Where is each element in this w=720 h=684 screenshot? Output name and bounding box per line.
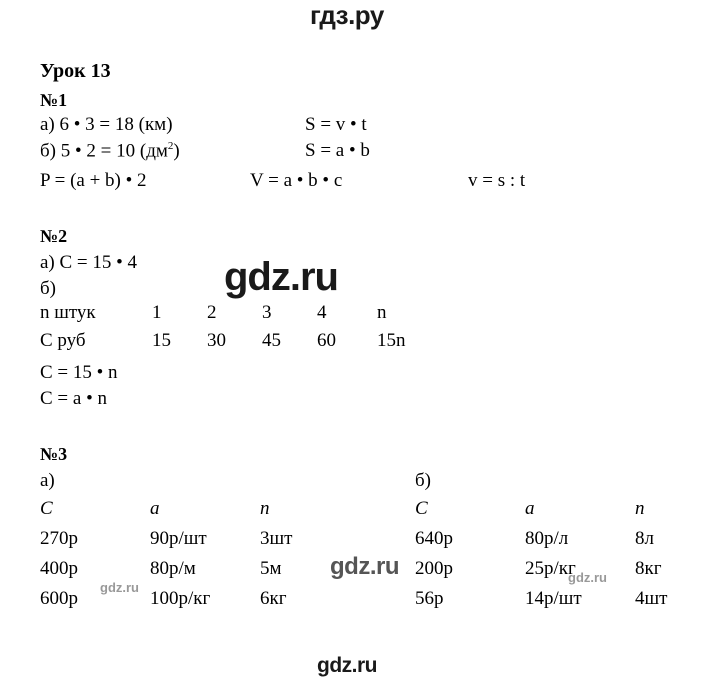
task-3-left-table: [40, 498, 340, 618]
task-3-right-cell: 640р: [415, 528, 453, 549]
task-3-right-cell: 80р/л: [525, 528, 569, 549]
task-3-left-cell: 90р/шт: [150, 528, 207, 549]
task-2-cell: 30: [207, 330, 226, 351]
task-1-line-b-right: S = a • b: [305, 140, 370, 161]
task-3-left-cell: 100р/кг: [150, 588, 211, 609]
table-row: [40, 558, 340, 588]
task-3-right-cell: 4шт: [635, 588, 668, 609]
task-2-table: [40, 302, 406, 358]
task-3-right-cell: 14р/шт: [525, 588, 582, 609]
task-3-left-cell: 80р/м: [150, 558, 196, 579]
table-row: [40, 330, 406, 358]
task-3-right-table: [415, 498, 715, 618]
task-3-right-cell: 56р: [415, 588, 444, 609]
task-3-label-b: б): [415, 470, 431, 491]
task-3-right-cell: 8кг: [635, 558, 662, 579]
task-3-right-cell: 200р: [415, 558, 453, 579]
task-1-line-b-superscript: 2: [167, 140, 174, 152]
task-3-left-cell: 3шт: [260, 528, 293, 549]
watermark-small-right: gdz.ru: [568, 570, 607, 585]
task-2-cell: 60: [317, 330, 336, 351]
task-3-left-cell: 270р: [40, 528, 78, 549]
table-row: [40, 528, 340, 558]
task-2-cell: 3: [262, 302, 272, 323]
site-logo-top: гдз.ру: [310, 0, 384, 30]
task-2-cell: С руб: [40, 330, 86, 351]
task-1-line-b-close: ): [173, 140, 180, 162]
table-row: [40, 302, 406, 330]
table-header-row: [415, 498, 715, 528]
task-3-left-header: а: [150, 498, 160, 519]
task-2-cell: 1: [152, 302, 162, 323]
task-1-line-b-left: [40, 140, 180, 162]
watermark-small-left: gdz.ru: [100, 580, 139, 595]
task-2-line-b: б): [40, 278, 56, 299]
task-2-cell: 4: [317, 302, 327, 323]
table-row: [415, 558, 715, 588]
task-3-left-cell: 400р: [40, 558, 78, 579]
task-1-formula-perimeter: P = (a + b) • 2: [40, 170, 147, 191]
page-title: Урок 13: [40, 60, 111, 82]
site-logo-bottom: gdz.ru: [317, 654, 377, 677]
task-3-right-header: а: [525, 498, 535, 519]
task-1-number: №1: [40, 90, 68, 110]
task-2-cell: n: [377, 302, 387, 323]
task-3-right-header: С: [415, 498, 428, 519]
task-3-left-header: С: [40, 498, 53, 519]
table-row: [415, 588, 715, 618]
task-2-cell: 15n: [377, 330, 406, 351]
task-2-formula-1: С = 15 • n: [40, 362, 118, 383]
watermark-medium: gdz.ru: [330, 553, 399, 580]
task-2-line-a: а) С = 15 • 4: [40, 252, 138, 273]
task-3-right-cell: 25р/кг: [525, 558, 576, 579]
watermark-large: gdz.ru: [224, 255, 338, 299]
task-1-line-a-right: S = v • t: [305, 114, 367, 135]
task-2-cell: 15: [152, 330, 171, 351]
task-1-line-b-text: б) 5 • 2 = 10 (дм: [40, 140, 168, 162]
task-3-label-a: а): [40, 470, 55, 491]
table-row: [40, 588, 340, 618]
table-row: [415, 528, 715, 558]
task-2-number: №2: [40, 226, 68, 246]
task-2-cell: 2: [207, 302, 217, 323]
task-1-line-a-left: а) 6 • 3 = 18 (км): [40, 114, 173, 135]
task-3-right-cell: 8л: [635, 528, 654, 549]
table-header-row: [40, 498, 340, 528]
task-3-left-cell: 5м: [260, 558, 282, 579]
task-3-left-cell: 600р: [40, 588, 78, 609]
task-3-left-cell: 6кг: [260, 588, 287, 609]
task-2-cell: 45: [262, 330, 281, 351]
task-1-formula-speed: v = s : t: [468, 170, 526, 191]
task-2-formula-2: С = a • n: [40, 388, 107, 409]
task-2-cell: n штук: [40, 302, 96, 323]
task-3-right-header: n: [635, 498, 645, 519]
task-3-number: №3: [40, 444, 68, 464]
task-1-formula-volume: V = a • b • c: [250, 170, 343, 191]
task-3-left-header: n: [260, 498, 270, 519]
